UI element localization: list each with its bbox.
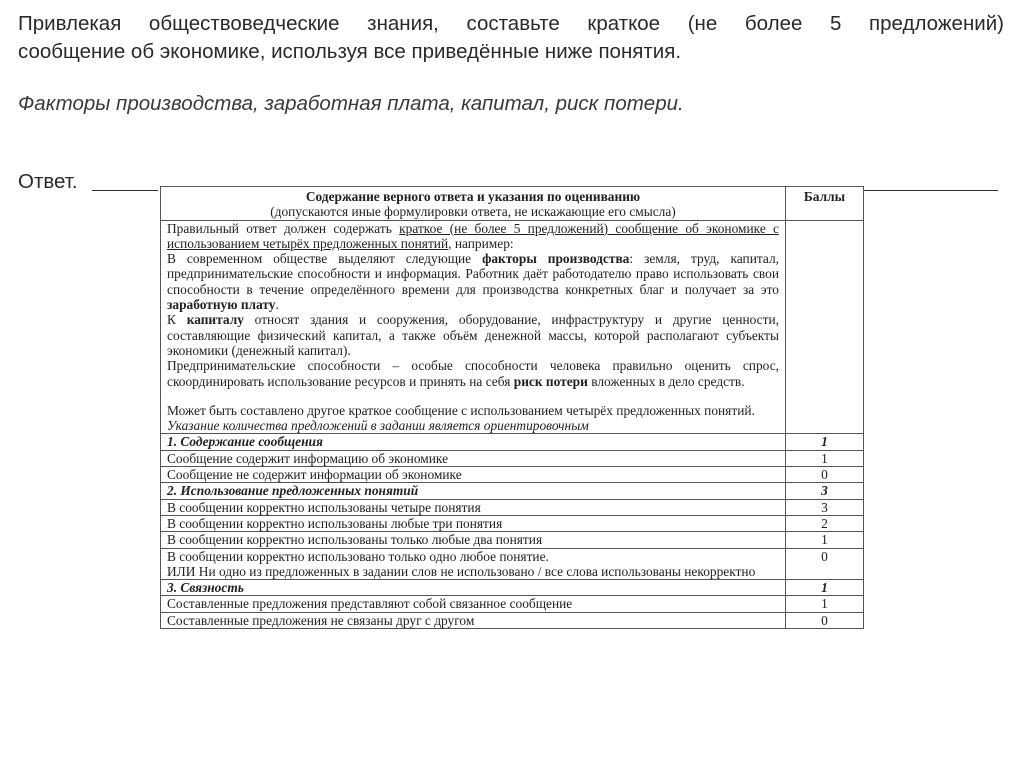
intro-text: Правильный ответ должен содержать краткое (не более 5 предложений) сообщение об экономике с использованием четырёх предложенных понятий, например: xyxy=(167,220,779,251)
sample-sentence-1: В современном обществе выделяют следующие факторы производства: земля, труд, капитал, предпринимательские способности и информация. Работник даёт работодателю право использовать свои способности в течение определённого времени для производства конкретных благ и получает за это заработную плату. xyxy=(167,251,779,313)
table-row xyxy=(161,483,864,499)
table-row xyxy=(161,499,864,515)
criterion-score: 3 xyxy=(786,499,864,515)
header-content xyxy=(161,187,786,221)
criterion-text: Составленные предложения представляют собой связанное сообщение xyxy=(161,596,786,612)
model-answer xyxy=(161,220,786,434)
table-row xyxy=(161,548,864,580)
model-answer-row xyxy=(161,220,864,434)
table-row xyxy=(161,434,864,450)
criterion-text: 2. Использование предложенных понятий xyxy=(161,483,786,499)
answer-label: Ответ. xyxy=(18,170,78,193)
table-row xyxy=(161,515,864,531)
sample-sentence-3: Предпринимательские способности – особые способности человека правильно оценить спрос, скоординировать использование ресурсов и принять на себя риск потери вложенных в дело средств. xyxy=(167,358,779,389)
table-row xyxy=(161,596,864,612)
criterion-text: 3. Связность xyxy=(161,580,786,596)
table-header-row xyxy=(161,187,864,221)
criterion-text-line-2: ИЛИ Ни одно из предложенных в задании слов не использовано / все слова использованы некорректно xyxy=(167,563,756,579)
criterion-text: Сообщение содержит информацию об экономике xyxy=(161,450,786,466)
criterion-text: В сообщении корректно использованы только любые два понятия xyxy=(161,532,786,548)
table-row xyxy=(161,450,864,466)
criterion-text: Составленные предложения не связаны друг с другом xyxy=(161,612,786,628)
sentence-count-note: Указание количества предложений в задании является ориентировочным xyxy=(167,418,589,434)
table-row xyxy=(161,467,864,483)
criterion-score: 1 xyxy=(786,450,864,466)
task-line-1: Привлекая обществоведческие знания, составьте краткое (не более 5 предложений) xyxy=(18,12,1004,35)
criterion-score: 0 xyxy=(786,548,864,580)
criterion-score: 1 xyxy=(786,532,864,548)
criterion-text xyxy=(161,548,786,580)
criterion-text: Сообщение не содержит информации об экономике xyxy=(161,467,786,483)
task-text xyxy=(18,10,1004,66)
grading-table xyxy=(160,186,864,629)
sample-sentence-2: К капиталу относят здания и сооружения, оборудование, инфраструктуру и другие ценности, составляющие физический капитал, а также объём денежной массы, которой располагают субъекты экономики (денежный капитал). xyxy=(167,312,779,358)
table-row xyxy=(161,580,864,596)
criterion-score: 3 xyxy=(786,483,864,499)
table-row xyxy=(161,532,864,548)
criterion-score: 1 xyxy=(786,434,864,450)
criterion-text-line-1: В сообщении корректно использовано только одно любое понятие. xyxy=(167,548,549,564)
header-score: Баллы xyxy=(786,187,864,221)
criterion-text: В сообщении корректно использованы любые три понятия xyxy=(161,515,786,531)
criterion-score: 1 xyxy=(786,596,864,612)
criterion-score: 1 xyxy=(786,580,864,596)
header-content-title: Содержание верного ответа и указания по оцениванию xyxy=(305,189,641,204)
alternative-note: Может быть составлено другое краткое сообщение с использованием четырёх предложенных понятий. xyxy=(167,402,755,418)
criterion-text: 1. Содержание сообщения xyxy=(161,434,786,450)
task-concepts: Факторы производства, заработная плата, капитал, риск потери. xyxy=(18,92,684,115)
answer-line-left xyxy=(92,190,158,191)
criterion-score: 2 xyxy=(786,515,864,531)
answer-line-right xyxy=(863,190,998,191)
model-answer-score xyxy=(786,220,864,434)
criterion-score: 0 xyxy=(786,612,864,628)
criterion-text: В сообщении корректно использованы четыре понятия xyxy=(161,499,786,515)
header-content-subtitle: (допускаются иные формулировки ответа, не искажающие его смысла) xyxy=(270,204,676,220)
table-row xyxy=(161,612,864,628)
task-line-2: сообщение об экономике, используя все приведённые ниже понятия. xyxy=(18,40,682,63)
criterion-score: 0 xyxy=(786,467,864,483)
